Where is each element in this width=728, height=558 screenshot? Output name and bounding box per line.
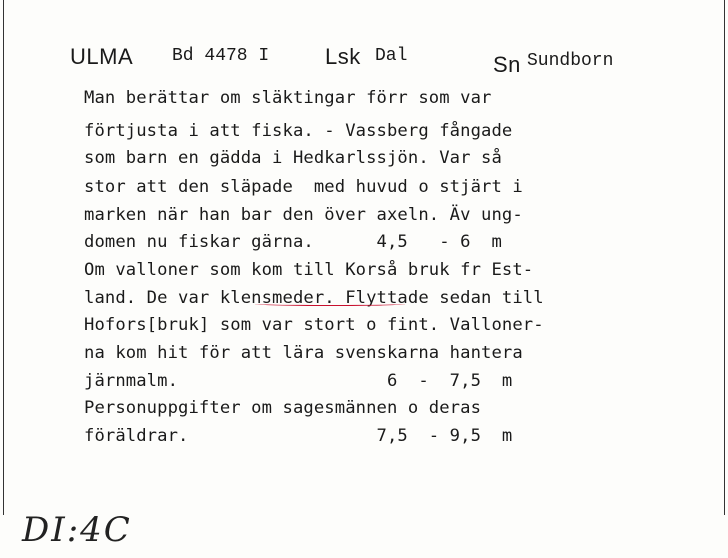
text-line: Hofors[bruk] som var stort o fint. Valloner- xyxy=(84,315,544,335)
archive-stamp: ULMA xyxy=(70,44,134,69)
card-right-border xyxy=(724,0,725,515)
text-line: förtjusta i att fiska. - Vassberg fångade xyxy=(84,121,513,141)
lsk-value: Dal xyxy=(375,46,408,66)
text-line: Man berättar om släktingar förr som var xyxy=(84,88,492,108)
sn-value: Sundborn xyxy=(527,51,614,71)
text-line: stor att den släpade med huvud o stjärt i xyxy=(84,177,523,197)
text-line: land. De var klensmeder. Flyttade sedan till xyxy=(84,288,544,308)
record-id: Bd 4478 I xyxy=(172,46,270,66)
text-line: som barn en gädda i Hedkarlssjön. Var så xyxy=(84,148,502,168)
text-line: Om valloner som kom till Korså bruk fr Est- xyxy=(84,260,534,280)
text-line: na kom hit för att lära svenskarna hantera xyxy=(84,343,523,363)
text-line: domen nu fiskar gärna. 4,5 - 6 m xyxy=(84,232,502,252)
sn-label: Sn xyxy=(493,52,521,77)
handwritten-note: DI:4C xyxy=(22,510,132,550)
card-left-border xyxy=(3,0,4,515)
red-underline-mark xyxy=(255,302,405,306)
text-line: marken när han bar den över axeln. Äv ung- xyxy=(84,205,523,225)
text-line: föräldrar. 7,5 - 9,5 m xyxy=(84,426,513,446)
lsk-label: Lsk xyxy=(325,44,361,69)
text-line: Personuppgifter om sagesmännen o deras xyxy=(84,398,482,418)
text-line: järnmalm. 6 - 7,5 m xyxy=(84,371,513,391)
